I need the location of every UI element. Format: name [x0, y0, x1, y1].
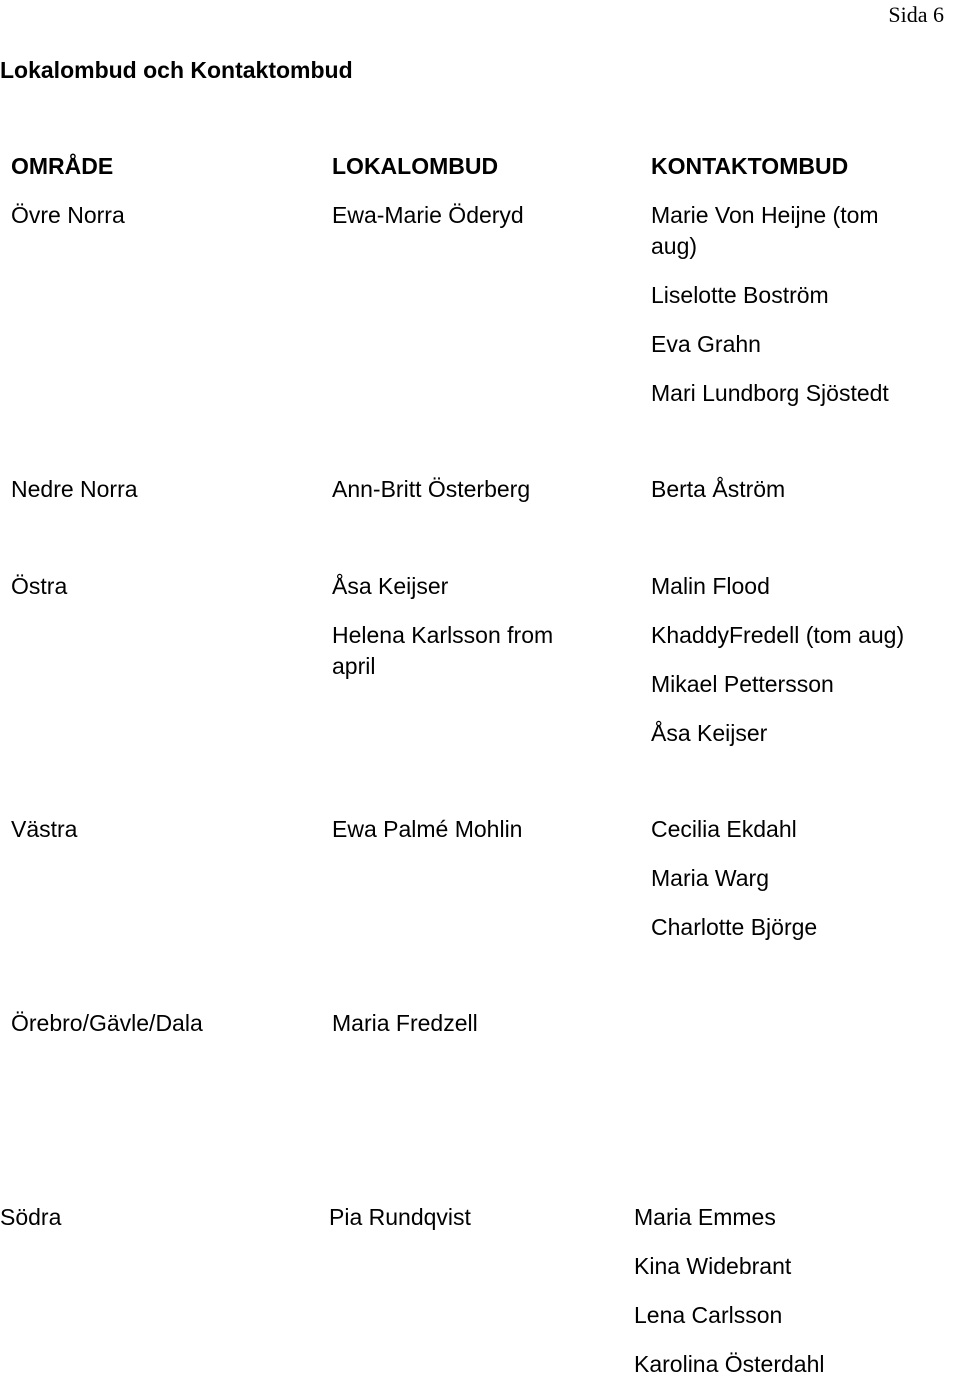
contact-name: Kina Widebrant — [634, 1253, 792, 1279]
contact-vastra — [651, 814, 817, 943]
contact-name: Mari Lundborg Sjöstedt — [651, 380, 889, 406]
contact-sodra — [634, 1202, 825, 1380]
area-ovre-norra: Övre Norra — [11, 202, 125, 228]
header-local: LOKALOMBUD — [332, 153, 499, 179]
local-name: Helena Karlsson from — [332, 622, 554, 648]
contact-ovre-norra — [651, 200, 889, 409]
contact-name: Karolina Österdahl — [634, 1351, 825, 1377]
local-sodra — [329, 1202, 471, 1233]
contact-name: Berta Åström — [651, 476, 786, 502]
page-number: Sida 6 — [888, 2, 944, 27]
contact-name: Cecilia Ekdahl — [651, 816, 797, 842]
contact-name: Liselotte Boström — [651, 282, 829, 308]
local-name: Maria Fredzell — [332, 1010, 478, 1036]
local-name: Pia Rundqvist — [329, 1204, 471, 1230]
contact-name: Maria Emmes — [634, 1204, 776, 1230]
local-name-cont: april — [332, 653, 376, 679]
contact-name: Åsa Keijser — [651, 720, 768, 746]
area-sodra: Södra — [0, 1204, 62, 1230]
local-name: Ewa-Marie Öderyd — [332, 202, 524, 228]
local-ostra — [332, 571, 553, 682]
local-name: Ann-Britt Österberg — [332, 476, 531, 502]
local-vastra — [332, 814, 522, 845]
area-orebro-gavle-dala: Örebro/Gävle/Dala — [11, 1010, 203, 1036]
area-vastra: Västra — [11, 816, 78, 842]
contact-name: Mikael Pettersson — [651, 671, 834, 697]
local-nedre-norra — [332, 474, 530, 505]
contact-name: KhaddyFredell (tom aug) — [651, 622, 905, 648]
local-name: Åsa Keijser — [332, 573, 449, 599]
area-ostra: Östra — [11, 573, 68, 599]
contact-name: Marie Von Heijne (tom — [651, 202, 879, 228]
contact-name-cont: aug) — [651, 233, 698, 259]
document-title: Lokalombud och Kontaktombud — [0, 57, 353, 83]
header-contact: KONTAKTOMBUD — [651, 153, 849, 179]
area-nedre-norra: Nedre Norra — [11, 476, 138, 502]
contact-name: Maria Warg — [651, 865, 769, 891]
contact-ostra — [651, 571, 904, 749]
contact-name: Eva Grahn — [651, 331, 761, 357]
contact-nedre-norra — [651, 474, 785, 505]
contact-name: Malin Flood — [651, 573, 770, 599]
contact-name: Charlotte Björge — [651, 914, 818, 940]
contact-name: Lena Carlsson — [634, 1302, 783, 1328]
local-orebro-gavle-dala — [332, 1008, 478, 1039]
local-name: Ewa Palmé Mohlin — [332, 816, 523, 842]
local-ovre-norra — [332, 200, 524, 231]
header-area: OMRÅDE — [11, 153, 114, 179]
